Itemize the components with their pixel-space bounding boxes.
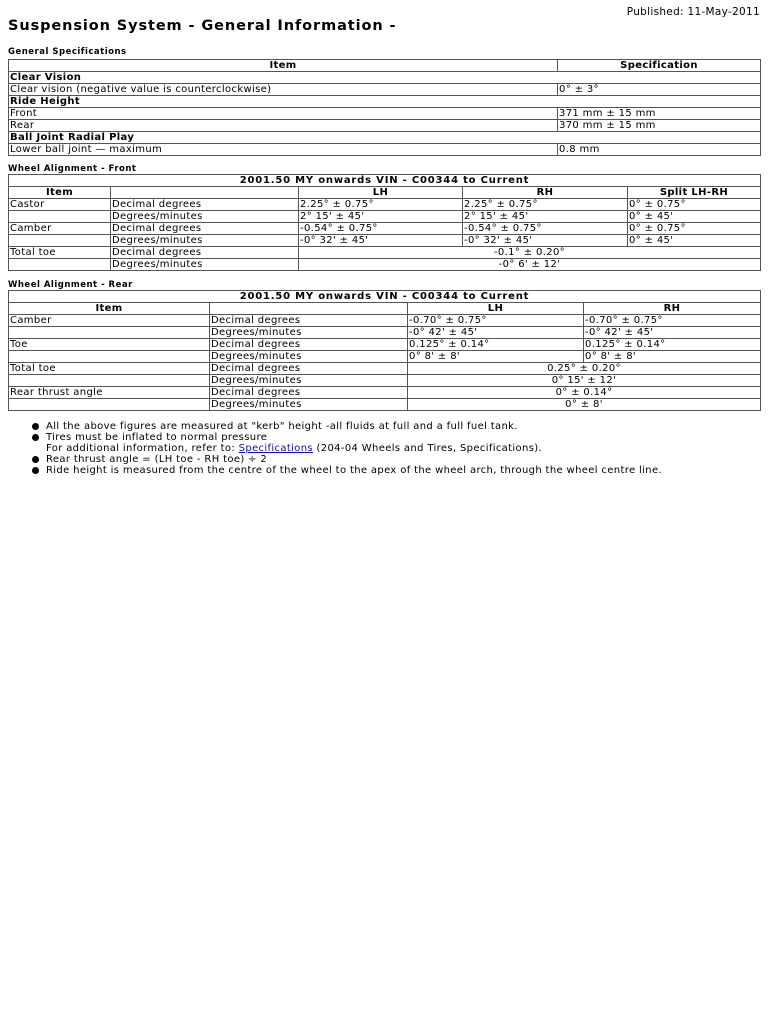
table-row xyxy=(9,259,761,271)
table-row xyxy=(9,339,761,351)
unit-cell: Decimal degrees xyxy=(111,247,299,259)
banner-row xyxy=(9,291,761,303)
item-cell: Total toe xyxy=(9,247,111,259)
note-item xyxy=(30,465,662,476)
note-text: Rear thrust angle = (LH toe - RH toe) ÷ 2 xyxy=(46,454,268,465)
lh-cell: -0.70° ± 0.75° xyxy=(408,315,584,327)
specifications-link[interactable]: Specifications xyxy=(238,443,313,454)
rh-cell: -0° 42' ± 45' xyxy=(584,327,761,339)
table-row xyxy=(9,223,761,235)
page-title: Suspension System - General Information - xyxy=(8,18,397,34)
item-cell xyxy=(9,259,111,271)
item-cell xyxy=(9,327,210,339)
split-cell: 0° ± 0.75° xyxy=(628,199,761,211)
unit-cell: Decimal degrees xyxy=(111,199,299,211)
section-label-rear: Wheel Alignment - Rear xyxy=(8,280,133,290)
section-label-front: Wheel Alignment - Front xyxy=(8,164,137,174)
column-header-item: Item xyxy=(9,303,210,315)
table-row xyxy=(9,247,761,259)
item-cell: Camber xyxy=(9,315,210,327)
bullet-icon xyxy=(32,456,39,463)
item-cell xyxy=(9,375,210,387)
column-header-unit xyxy=(111,187,299,199)
item-cell: Rear xyxy=(9,120,558,132)
rh-cell: -0.70° ± 0.75° xyxy=(584,315,761,327)
table-row xyxy=(9,375,761,387)
table-row xyxy=(9,120,761,132)
published-date: Published: 11-May-2011 xyxy=(626,6,760,18)
table-row xyxy=(9,351,761,363)
group-row xyxy=(9,96,761,108)
column-header-rh: RH xyxy=(584,303,761,315)
table-header-row xyxy=(9,187,761,199)
table-row xyxy=(9,211,761,223)
rh-cell: 0.125° ± 0.14° xyxy=(584,339,761,351)
lh-cell: -0.54° ± 0.75° xyxy=(299,223,463,235)
unit-cell: Decimal degrees xyxy=(210,315,408,327)
group-label: Ride Height xyxy=(9,96,761,108)
general-specifications-table xyxy=(8,59,761,156)
group-row xyxy=(9,132,761,144)
unit-cell: Degrees/minutes xyxy=(111,235,299,247)
table-row xyxy=(9,84,761,96)
rh-cell: 2° 15' ± 45' xyxy=(463,211,628,223)
unit-cell: Degrees/minutes xyxy=(111,259,299,271)
merged-value-cell: 0° ± 0.14° xyxy=(408,387,761,399)
rh-cell: -0.54° ± 0.75° xyxy=(463,223,628,235)
spec-cell: 0° ± 3° xyxy=(558,84,761,96)
unit-cell: Degrees/minutes xyxy=(210,351,408,363)
spec-cell: 0.8 mm xyxy=(558,144,761,156)
unit-cell: Decimal degrees xyxy=(210,387,408,399)
notes-list xyxy=(30,421,662,476)
table-row xyxy=(9,399,761,411)
split-cell: 0° ± 0.75° xyxy=(628,223,761,235)
item-cell xyxy=(9,351,210,363)
merged-value-cell: -0.1° ± 0.20° xyxy=(299,247,761,259)
lh-cell: 0.125° ± 0.14° xyxy=(408,339,584,351)
table-row xyxy=(9,144,761,156)
unit-cell: Degrees/minutes xyxy=(210,375,408,387)
split-cell: 0° ± 45' xyxy=(628,211,761,223)
note-text: Ride height is measured from the centre of the wheel to the apex of the wheel arch, through the wheel centre line. xyxy=(46,465,662,476)
merged-value-cell: 0° ± 8' xyxy=(408,399,761,411)
section-label-general: General Specifications xyxy=(8,47,127,57)
note-ref-suffix: (204-04 Wheels and Tires, Specifications). xyxy=(312,443,543,454)
table-row xyxy=(9,387,761,399)
lh-cell: -0° 32' ± 45' xyxy=(299,235,463,247)
bullet-icon xyxy=(32,423,39,430)
unit-cell: Decimal degrees xyxy=(111,223,299,235)
table-header-row xyxy=(9,303,761,315)
rh-cell: -0° 32' ± 45' xyxy=(463,235,628,247)
item-cell: Total toe xyxy=(9,363,210,375)
note-text: Tires must be inflated to normal pressure xyxy=(46,432,268,443)
rh-cell: 0° 8' ± 8' xyxy=(584,351,761,363)
table-row xyxy=(9,108,761,120)
table-row xyxy=(9,199,761,211)
column-header-rh: RH xyxy=(463,187,628,199)
merged-value-cell: -0° 6' ± 12' xyxy=(299,259,761,271)
group-label: Ball Joint Radial Play xyxy=(9,132,761,144)
column-header-item: Item xyxy=(9,187,111,199)
column-header-lh: LH xyxy=(299,187,463,199)
item-cell xyxy=(9,235,111,247)
unit-cell: Degrees/minutes xyxy=(111,211,299,223)
note-item xyxy=(30,421,662,432)
item-cell xyxy=(9,399,210,411)
vin-range-banner: 2001.50 MY onwards VIN - C00344 to Current xyxy=(9,175,761,187)
item-cell: Lower ball joint — maximum xyxy=(9,144,558,156)
item-cell: Rear thrust angle xyxy=(9,387,210,399)
item-cell: Clear vision (negative value is counterclockwise) xyxy=(9,84,558,96)
table-header-row xyxy=(9,60,761,72)
bullet-icon xyxy=(32,467,39,474)
unit-cell: Degrees/minutes xyxy=(210,327,408,339)
column-header-specification: Specification xyxy=(558,60,761,72)
table-row xyxy=(9,235,761,247)
lh-cell: 0° 8' ± 8' xyxy=(408,351,584,363)
item-cell xyxy=(9,211,111,223)
rear-alignment-table xyxy=(8,290,761,411)
table-row xyxy=(9,315,761,327)
unit-cell: Decimal degrees xyxy=(210,363,408,375)
group-row xyxy=(9,72,761,84)
note-item xyxy=(30,454,662,465)
bullet-icon xyxy=(32,434,39,441)
unit-cell: Degrees/minutes xyxy=(210,399,408,411)
lh-cell: 2° 15' ± 45' xyxy=(299,211,463,223)
item-cell: Castor xyxy=(9,199,111,211)
column-header-split: Split LH-RH xyxy=(628,187,761,199)
split-cell: 0° ± 45' xyxy=(628,235,761,247)
front-alignment-table xyxy=(8,174,761,271)
table-row xyxy=(9,327,761,339)
group-label: Clear Vision xyxy=(9,72,761,84)
table-row xyxy=(9,363,761,375)
column-header-lh: LH xyxy=(408,303,584,315)
banner-row xyxy=(9,175,761,187)
rh-cell: 2.25° ± 0.75° xyxy=(463,199,628,211)
merged-value-cell: 0° 15' ± 12' xyxy=(408,375,761,387)
vin-range-banner: 2001.50 MY onwards VIN - C00344 to Current xyxy=(9,291,761,303)
column-header-unit xyxy=(210,303,408,315)
merged-value-cell: 0.25° ± 0.20° xyxy=(408,363,761,375)
lh-cell: 2.25° ± 0.75° xyxy=(299,199,463,211)
unit-cell: Decimal degrees xyxy=(210,339,408,351)
item-cell: Toe xyxy=(9,339,210,351)
spec-cell: 370 mm ± 15 mm xyxy=(558,120,761,132)
lh-cell: -0° 42' ± 45' xyxy=(408,327,584,339)
note-ref-prefix: For additional information, refer to: xyxy=(46,443,239,454)
spec-cell: 371 mm ± 15 mm xyxy=(558,108,761,120)
note-item xyxy=(30,432,662,454)
column-header-item: Item xyxy=(9,60,558,72)
item-cell: Front xyxy=(9,108,558,120)
item-cell: Camber xyxy=(9,223,111,235)
note-text: All the above figures are measured at "kerb" height -all fluids at full and a full fuel tank. xyxy=(46,421,518,432)
